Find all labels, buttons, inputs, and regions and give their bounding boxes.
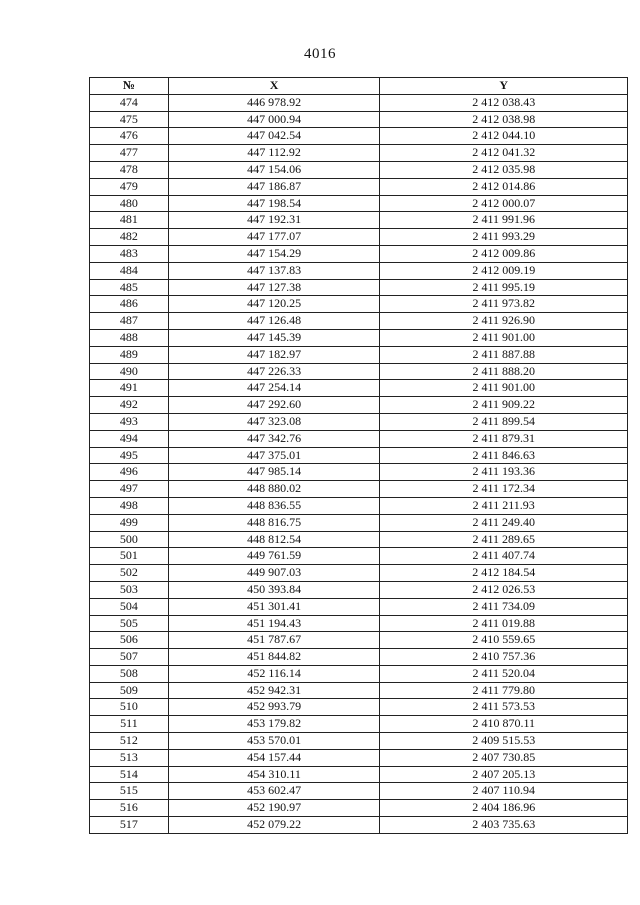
cell-y: 2 407 110.94 <box>380 783 628 800</box>
cell-x: 447 120.25 <box>168 296 380 313</box>
table-body <box>90 94 628 833</box>
cell-y: 2 412 041.32 <box>380 145 628 162</box>
cell-number: 505 <box>90 615 169 632</box>
cell-number: 474 <box>90 94 169 111</box>
cell-x: 447 254.14 <box>168 380 380 397</box>
table-row <box>90 800 628 817</box>
table-row <box>90 514 628 531</box>
cell-x: 446 978.92 <box>168 94 380 111</box>
cell-y: 2 411 926.90 <box>380 313 628 330</box>
table-row <box>90 145 628 162</box>
table-row <box>90 716 628 733</box>
cell-number: 497 <box>90 481 169 498</box>
cell-y: 2 411 995.19 <box>380 279 628 296</box>
table-row <box>90 229 628 246</box>
cell-y: 2 407 205.13 <box>380 766 628 783</box>
cell-x: 453 602.47 <box>168 783 380 800</box>
table-row <box>90 565 628 582</box>
cell-y: 2 404 186.96 <box>380 800 628 817</box>
column-header-x: X <box>168 78 380 95</box>
cell-x: 447 198.54 <box>168 195 380 212</box>
table-row <box>90 296 628 313</box>
table-row <box>90 783 628 800</box>
table-row <box>90 749 628 766</box>
cell-y: 2 412 009.19 <box>380 262 628 279</box>
table-row <box>90 111 628 128</box>
table-row <box>90 212 628 229</box>
table-row <box>90 733 628 750</box>
cell-y: 2 412 014.86 <box>380 178 628 195</box>
cell-y: 2 411 993.29 <box>380 229 628 246</box>
cell-x: 452 079.22 <box>168 817 380 834</box>
cell-y: 2 412 038.43 <box>380 94 628 111</box>
cell-x: 447 154.29 <box>168 245 380 262</box>
cell-x: 448 836.55 <box>168 497 380 514</box>
cell-y: 2 411 520.04 <box>380 665 628 682</box>
cell-x: 447 323.08 <box>168 413 380 430</box>
table-row <box>90 128 628 145</box>
cell-x: 449 907.03 <box>168 565 380 582</box>
cell-number: 511 <box>90 716 169 733</box>
cell-x: 447 042.54 <box>168 128 380 145</box>
table-row <box>90 615 628 632</box>
cell-x: 451 194.43 <box>168 615 380 632</box>
cell-x: 450 393.84 <box>168 581 380 598</box>
table-row <box>90 649 628 666</box>
cell-x: 448 880.02 <box>168 481 380 498</box>
cell-x: 447 177.07 <box>168 229 380 246</box>
cell-number: 507 <box>90 649 169 666</box>
table-row <box>90 380 628 397</box>
table-row <box>90 313 628 330</box>
cell-x: 449 761.59 <box>168 548 380 565</box>
cell-x: 452 993.79 <box>168 699 380 716</box>
cell-y: 2 411 734.09 <box>380 598 628 615</box>
cell-number: 515 <box>90 783 169 800</box>
table-row <box>90 94 628 111</box>
cell-x: 453 179.82 <box>168 716 380 733</box>
table-row <box>90 598 628 615</box>
cell-y: 2 411 846.63 <box>380 447 628 464</box>
cell-x: 452 190.97 <box>168 800 380 817</box>
cell-number: 501 <box>90 548 169 565</box>
cell-number: 509 <box>90 682 169 699</box>
cell-number: 484 <box>90 262 169 279</box>
cell-y: 2 412 184.54 <box>380 565 628 582</box>
cell-y: 2 411 909.22 <box>380 397 628 414</box>
cell-number: 483 <box>90 245 169 262</box>
table-row <box>90 195 628 212</box>
table-row <box>90 682 628 699</box>
cell-y: 2 411 973.82 <box>380 296 628 313</box>
cell-number: 514 <box>90 766 169 783</box>
cell-number: 488 <box>90 329 169 346</box>
cell-x: 451 301.41 <box>168 598 380 615</box>
cell-x: 448 816.75 <box>168 514 380 531</box>
cell-x: 453 570.01 <box>168 733 380 750</box>
table-row <box>90 632 628 649</box>
cell-y: 2 409 515.53 <box>380 733 628 750</box>
cell-x: 452 116.14 <box>168 665 380 682</box>
cell-number: 495 <box>90 447 169 464</box>
cell-number: 485 <box>90 279 169 296</box>
cell-number: 476 <box>90 128 169 145</box>
cell-y: 2 412 009.86 <box>380 245 628 262</box>
table-row <box>90 178 628 195</box>
cell-number: 491 <box>90 380 169 397</box>
cell-number: 498 <box>90 497 169 514</box>
table-row <box>90 766 628 783</box>
cell-x: 447 292.60 <box>168 397 380 414</box>
cell-y: 2 410 757.36 <box>380 649 628 666</box>
cell-x: 451 844.82 <box>168 649 380 666</box>
cell-y: 2 410 870.11 <box>380 716 628 733</box>
table-row <box>90 161 628 178</box>
cell-number: 494 <box>90 430 169 447</box>
cell-y: 2 412 035.98 <box>380 161 628 178</box>
cell-number: 496 <box>90 464 169 481</box>
cell-x: 451 787.67 <box>168 632 380 649</box>
table-row <box>90 699 628 716</box>
page-number: 4016 <box>304 46 336 62</box>
cell-number: 506 <box>90 632 169 649</box>
cell-y: 2 407 730.85 <box>380 749 628 766</box>
cell-y: 2 412 038.98 <box>380 111 628 128</box>
cell-number: 489 <box>90 346 169 363</box>
table-row <box>90 245 628 262</box>
table-row <box>90 329 628 346</box>
cell-y: 2 410 559.65 <box>380 632 628 649</box>
table-row <box>90 665 628 682</box>
cell-y: 2 411 211.93 <box>380 497 628 514</box>
cell-x: 447 112.92 <box>168 145 380 162</box>
table-row <box>90 447 628 464</box>
cell-y: 2 411 779.80 <box>380 682 628 699</box>
cell-number: 513 <box>90 749 169 766</box>
cell-x: 447 000.94 <box>168 111 380 128</box>
cell-number: 482 <box>90 229 169 246</box>
cell-y: 2 411 019.88 <box>380 615 628 632</box>
column-header-number: № <box>90 78 169 95</box>
table-row <box>90 413 628 430</box>
cell-number: 504 <box>90 598 169 615</box>
table-row <box>90 497 628 514</box>
cell-x: 448 812.54 <box>168 531 380 548</box>
cell-y: 2 411 289.65 <box>380 531 628 548</box>
table-row <box>90 397 628 414</box>
cell-number: 490 <box>90 363 169 380</box>
table-row <box>90 531 628 548</box>
table-row <box>90 262 628 279</box>
cell-x: 454 310.11 <box>168 766 380 783</box>
cell-y: 2 411 901.00 <box>380 380 628 397</box>
coordinates-table <box>89 77 628 834</box>
cell-y: 2 412 026.53 <box>380 581 628 598</box>
cell-x: 447 126.48 <box>168 313 380 330</box>
table-row <box>90 346 628 363</box>
cell-y: 2 411 899.54 <box>380 413 628 430</box>
cell-number: 493 <box>90 413 169 430</box>
table-row <box>90 363 628 380</box>
cell-y: 2 411 888.20 <box>380 363 628 380</box>
table-row <box>90 581 628 598</box>
cell-number: 486 <box>90 296 169 313</box>
cell-number: 477 <box>90 145 169 162</box>
table-header-row <box>90 78 628 95</box>
cell-number: 503 <box>90 581 169 598</box>
cell-x: 447 375.01 <box>168 447 380 464</box>
table-row <box>90 464 628 481</box>
cell-y: 2 411 193.36 <box>380 464 628 481</box>
cell-number: 516 <box>90 800 169 817</box>
cell-y: 2 411 249.40 <box>380 514 628 531</box>
cell-y: 2 411 573.53 <box>380 699 628 716</box>
cell-number: 508 <box>90 665 169 682</box>
cell-y: 2 411 172.34 <box>380 481 628 498</box>
cell-y: 2 403 735.63 <box>380 817 628 834</box>
table-row <box>90 430 628 447</box>
table-row <box>90 481 628 498</box>
cell-x: 454 157.44 <box>168 749 380 766</box>
cell-x: 447 192.31 <box>168 212 380 229</box>
cell-number: 502 <box>90 565 169 582</box>
cell-number: 510 <box>90 699 169 716</box>
cell-y: 2 412 044.10 <box>380 128 628 145</box>
cell-number: 499 <box>90 514 169 531</box>
table-row <box>90 279 628 296</box>
cell-x: 447 186.87 <box>168 178 380 195</box>
cell-x: 447 985.14 <box>168 464 380 481</box>
cell-y: 2 411 887.88 <box>380 346 628 363</box>
cell-x: 447 127.38 <box>168 279 380 296</box>
cell-number: 480 <box>90 195 169 212</box>
cell-number: 517 <box>90 817 169 834</box>
cell-number: 487 <box>90 313 169 330</box>
table-row <box>90 548 628 565</box>
cell-number: 479 <box>90 178 169 195</box>
cell-y: 2 411 879.31 <box>380 430 628 447</box>
cell-x: 447 182.97 <box>168 346 380 363</box>
cell-x: 447 154.06 <box>168 161 380 178</box>
cell-y: 2 411 991.96 <box>380 212 628 229</box>
table-row <box>90 817 628 834</box>
cell-y: 2 412 000.07 <box>380 195 628 212</box>
cell-x: 447 145.39 <box>168 329 380 346</box>
cell-x: 447 226.33 <box>168 363 380 380</box>
cell-number: 481 <box>90 212 169 229</box>
cell-y: 2 411 901.00 <box>380 329 628 346</box>
cell-number: 492 <box>90 397 169 414</box>
cell-number: 512 <box>90 733 169 750</box>
cell-number: 500 <box>90 531 169 548</box>
cell-number: 475 <box>90 111 169 128</box>
cell-x: 452 942.31 <box>168 682 380 699</box>
cell-x: 447 137.83 <box>168 262 380 279</box>
column-header-y: Y <box>380 78 628 95</box>
cell-x: 447 342.76 <box>168 430 380 447</box>
cell-y: 2 411 407.74 <box>380 548 628 565</box>
cell-number: 478 <box>90 161 169 178</box>
